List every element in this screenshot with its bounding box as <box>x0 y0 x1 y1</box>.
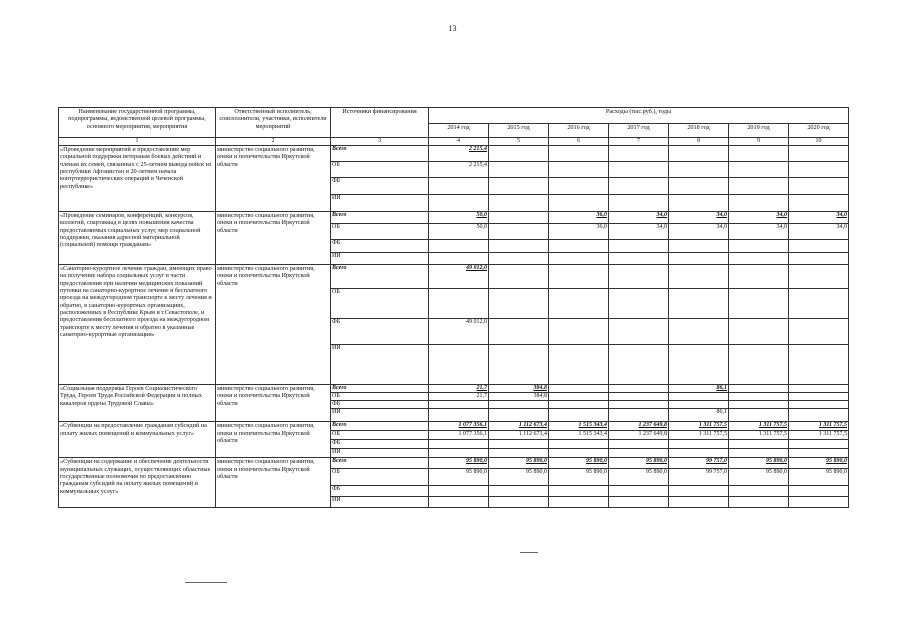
expense-value <box>789 401 849 409</box>
expense-value <box>669 240 729 253</box>
expense-value <box>789 393 849 401</box>
expense-value: 21,7 <box>429 393 489 401</box>
expense-value <box>729 265 789 289</box>
expense-value: 95 890,0 <box>549 469 609 486</box>
expense-value <box>549 345 609 385</box>
expense-value <box>609 401 669 409</box>
funding-source: ОБ <box>331 393 429 401</box>
expense-value <box>489 289 549 319</box>
expense-value: 1 311 757,5 <box>729 422 789 431</box>
expense-value: 1 311 757,5 <box>789 431 849 440</box>
expense-value <box>789 265 849 289</box>
column-number: 2 <box>216 138 331 146</box>
expense-value: 384,8 <box>489 385 549 393</box>
expense-value <box>729 178 789 195</box>
expense-value <box>549 146 609 162</box>
expense-value <box>549 409 609 422</box>
expense-value <box>729 195 789 212</box>
expense-value: 95 890,0 <box>429 458 489 469</box>
expense-value <box>549 265 609 289</box>
expense-value: 99 757,0 <box>669 458 729 469</box>
expense-value <box>609 345 669 385</box>
expense-value: 49 012,0 <box>429 265 489 289</box>
funding-source: ИИ <box>331 449 429 458</box>
expense-value <box>789 449 849 458</box>
responsible-executor: министерство социального развития, опеки и попечительства Иркутской области <box>216 146 331 212</box>
expense-value <box>489 401 549 409</box>
funding-source: ИИ <box>331 345 429 385</box>
expense-value <box>669 195 729 212</box>
expense-value <box>669 486 729 497</box>
scan-mark <box>185 582 227 583</box>
header-responsible: Ответственный исполнитель, соисполнители, участники, исполнители мероприятий <box>216 108 331 138</box>
expense-value <box>489 319 549 345</box>
expense-value: 1 112 673,4 <box>489 422 549 431</box>
table-row <box>59 265 849 289</box>
table-row <box>59 385 849 393</box>
table-row <box>59 458 849 469</box>
expense-value <box>729 162 789 178</box>
funding-source: Всего <box>331 385 429 393</box>
expense-value <box>489 146 549 162</box>
funding-source: Всего <box>331 265 429 289</box>
expense-value <box>549 440 609 449</box>
expense-value <box>669 289 729 319</box>
expense-value: 34,0 <box>669 212 729 224</box>
expense-value <box>789 385 849 393</box>
expense-value <box>549 385 609 393</box>
expense-value <box>729 289 789 319</box>
expense-value: 1 311 757,5 <box>669 422 729 431</box>
expense-value: 36,0 <box>549 224 609 240</box>
header-year: 2017 год <box>609 124 669 138</box>
header-source: Источники финансирования <box>331 108 429 138</box>
column-number: 7 <box>609 138 669 146</box>
expense-value <box>729 449 789 458</box>
expense-value <box>489 195 549 212</box>
expense-value <box>429 253 489 265</box>
page-number: 13 <box>448 24 457 33</box>
expense-value <box>549 486 609 497</box>
column-number: 6 <box>549 138 609 146</box>
expense-value <box>549 253 609 265</box>
funding-source: ИИ <box>331 497 429 508</box>
expense-value <box>609 253 669 265</box>
expense-value <box>669 178 729 195</box>
expense-value <box>669 345 729 385</box>
expense-value: 21,7 <box>429 385 489 393</box>
expense-value <box>429 486 489 497</box>
expense-value <box>429 409 489 422</box>
expense-value <box>429 440 489 449</box>
header-year: 2018 год <box>669 124 729 138</box>
expense-value <box>789 345 849 385</box>
expense-value <box>609 409 669 422</box>
expense-value: 2 215,4 <box>429 162 489 178</box>
funding-source: ФБ <box>331 240 429 253</box>
expense-value: 34,0 <box>789 212 849 224</box>
expense-value <box>669 162 729 178</box>
expense-value <box>789 253 849 265</box>
expense-value <box>489 497 549 508</box>
funding-source: ОБ <box>331 162 429 178</box>
measure-name: «Субвенции на содержание и обеспечение деятельности муниципальных служащих, осуществляющих областные государственные полномочия по предоставлению гражданам субсидий на оплату жилых помещений и коммунальных услуг» <box>59 458 216 508</box>
expense-value <box>789 178 849 195</box>
header-year: 2019 год <box>729 124 789 138</box>
expense-value <box>729 401 789 409</box>
expense-value <box>609 449 669 458</box>
table-row <box>59 422 849 431</box>
funding-source: ИИ <box>331 253 429 265</box>
expense-value <box>609 162 669 178</box>
expense-value <box>609 265 669 289</box>
funding-source: Всего <box>331 146 429 162</box>
funding-source: Всего <box>331 458 429 469</box>
expense-value <box>669 319 729 345</box>
expense-value <box>729 440 789 449</box>
funding-source: ОБ <box>331 431 429 440</box>
expense-value <box>669 393 729 401</box>
expense-value <box>789 497 849 508</box>
expense-value <box>789 486 849 497</box>
column-number: 8 <box>669 138 729 146</box>
responsible-executor: министерство социального развития, опеки и попечительства Иркутской области <box>216 385 331 422</box>
expense-value <box>429 289 489 319</box>
expense-value: 50,0 <box>429 212 489 224</box>
funding-source: ФБ <box>331 440 429 449</box>
expense-value <box>609 385 669 393</box>
column-number: 3 <box>331 138 429 146</box>
expense-value <box>789 146 849 162</box>
expense-value: 1 311 757,5 <box>789 422 849 431</box>
measure-name: «Санаторно-курортное лечение граждан, имеющих право на получение набора социальных услуг в части предоставления при наличии медицинских показаний путевки на санаторно-курортное лечение и бесплатного проезда на междугородном транспорте к месту лечения и обратно, в санаторно-курортных организациях, расположенных в Республике Крым и г.Севастополе, и предоставления бесплатного проезда на междугородном транспорте к месту лечения и обратно в указанные санаторно-курортные организации» <box>59 265 216 385</box>
expense-value <box>729 345 789 385</box>
expense-value <box>549 195 609 212</box>
expense-value: 1 237 649,8 <box>609 422 669 431</box>
expense-value: 1 515 343,4 <box>549 422 609 431</box>
expense-value: 1 311 757,5 <box>669 431 729 440</box>
expense-value: 95 890,0 <box>489 458 549 469</box>
measure-name: «Социальная поддержка Героев Социалистического Труда, Героев Труда Российской Федерации и полных кавалеров ордена Трудовой Славы» <box>59 385 216 422</box>
expense-value <box>609 178 669 195</box>
expense-value <box>429 449 489 458</box>
expense-value <box>609 319 669 345</box>
expense-value: 95 890,0 <box>549 458 609 469</box>
expense-value: 34,0 <box>669 224 729 240</box>
expense-value <box>549 449 609 458</box>
expense-value: 95 890,0 <box>789 458 849 469</box>
header-year: 2016 год <box>549 124 609 138</box>
expense-value <box>489 253 549 265</box>
expense-value <box>489 162 549 178</box>
funding-source: ОБ <box>331 289 429 319</box>
expense-value: 384,8 <box>489 393 549 401</box>
responsible-executor: министерство социального развития, опеки и попечительства Иркутской области <box>216 422 331 458</box>
expense-value <box>549 497 609 508</box>
expense-value <box>729 240 789 253</box>
expense-value <box>729 146 789 162</box>
expense-value: 34,0 <box>789 224 849 240</box>
funding-source: ОБ <box>331 224 429 240</box>
column-number: 5 <box>489 138 549 146</box>
expense-value <box>549 240 609 253</box>
expense-value <box>609 393 669 401</box>
expense-value <box>489 345 549 385</box>
expense-value <box>789 240 849 253</box>
expense-value <box>549 393 609 401</box>
header-year: 2020 год <box>789 124 849 138</box>
measure-name: «Проведение семинаров, конференций, конкурсов, коллегий, спартакиад в целях повышения качества предоставляемых социальных услуг, мер социальной поддержки, оказания адресной материальной (социальной) помощи гражданам» <box>59 212 216 265</box>
measure-name: «Субвенции на предоставление гражданам субсидий на оплату жилых помещений и коммунальных услуг» <box>59 422 216 458</box>
column-number: 9 <box>729 138 789 146</box>
funding-source: ФБ <box>331 401 429 409</box>
responsible-executor: министерство социального развития, опеки и попечительства Иркутской области <box>216 265 331 385</box>
expense-value <box>789 319 849 345</box>
expense-value <box>549 162 609 178</box>
expense-value: 1 112 673,4 <box>489 431 549 440</box>
expense-value: 1 237 649,8 <box>609 431 669 440</box>
funding-source: Всего <box>331 422 429 431</box>
expense-value: 95 890,0 <box>609 469 669 486</box>
funding-source: ОБ <box>331 469 429 486</box>
expense-value <box>429 240 489 253</box>
header-program: Наименование государственной программы, подпрограммы, ведомственной целевой программы, основного мероприятия, мероприятия <box>59 108 216 138</box>
expense-value <box>489 212 549 224</box>
expense-value <box>729 497 789 508</box>
expense-value: 36,0 <box>549 212 609 224</box>
expense-value <box>489 486 549 497</box>
responsible-executor: министерство социального развития, опеки и попечительства Иркутской области <box>216 458 331 508</box>
expense-value <box>789 440 849 449</box>
expense-value <box>669 497 729 508</box>
expense-value <box>669 440 729 449</box>
expense-value: 50,0 <box>429 224 489 240</box>
header-expenses: Расходы (тыс.руб.), годы <box>429 108 849 124</box>
expense-value <box>549 319 609 345</box>
scan-mark <box>520 552 538 553</box>
expense-value <box>609 440 669 449</box>
expense-value <box>429 401 489 409</box>
expense-value <box>789 409 849 422</box>
expense-value <box>729 385 789 393</box>
funding-source: ФБ <box>331 178 429 195</box>
expense-value <box>549 401 609 409</box>
expense-value: 34,0 <box>729 212 789 224</box>
table-row <box>59 212 849 224</box>
expense-value: 34,0 <box>609 224 669 240</box>
expense-value <box>609 497 669 508</box>
expense-value <box>669 265 729 289</box>
expense-value <box>729 319 789 345</box>
funding-source: Всего <box>331 212 429 224</box>
expense-value: 95 890,0 <box>489 469 549 486</box>
expense-value <box>729 486 789 497</box>
funding-source: ФБ <box>331 319 429 345</box>
expense-value <box>489 178 549 195</box>
expense-value <box>489 449 549 458</box>
expense-value: 86,1 <box>669 385 729 393</box>
expense-value <box>609 486 669 497</box>
header-year: 2014 год <box>429 124 489 138</box>
funding-source: ФБ <box>331 486 429 497</box>
header-year: 2015 год <box>489 124 549 138</box>
expense-value <box>669 146 729 162</box>
expense-value <box>729 393 789 401</box>
expense-value <box>609 195 669 212</box>
expense-value: 95 890,0 <box>609 458 669 469</box>
expense-value <box>549 178 609 195</box>
expense-value: 34,0 <box>729 224 789 240</box>
expense-value: 1 077 356,1 <box>429 422 489 431</box>
expense-value <box>609 146 669 162</box>
expense-value: 95 890,0 <box>429 469 489 486</box>
expense-value <box>729 409 789 422</box>
expense-value <box>789 162 849 178</box>
expense-value <box>669 449 729 458</box>
table-row <box>59 146 849 162</box>
budget-table <box>58 107 849 508</box>
column-number: 10 <box>789 138 849 146</box>
expense-value: 95 890,0 <box>729 469 789 486</box>
expense-value <box>789 289 849 319</box>
expense-value <box>789 195 849 212</box>
expense-value <box>429 195 489 212</box>
expense-value: 95 890,0 <box>789 469 849 486</box>
expense-value <box>429 345 489 385</box>
expense-value <box>609 289 669 319</box>
measure-name: «Проведение мероприятий и предоставление мер социальной поддержки ветеранам боевых действий и членам их семей, связанных с 25-летием вывода войск из республики Афганистан и 20-летием начала контртеррористических операций в Чеченской республике» <box>59 146 216 212</box>
expense-value: 49 012,0 <box>429 319 489 345</box>
expense-value: 99 757,0 <box>669 469 729 486</box>
column-number: 1 <box>59 138 216 146</box>
expense-value <box>489 224 549 240</box>
expense-value: 1 311 757,5 <box>729 431 789 440</box>
expense-value: 95 890,0 <box>729 458 789 469</box>
expense-value <box>429 178 489 195</box>
expense-value <box>489 409 549 422</box>
expense-value: 1 515 343,4 <box>549 431 609 440</box>
expense-value: 2 215,4 <box>429 146 489 162</box>
column-number: 4 <box>429 138 489 146</box>
expense-value <box>429 497 489 508</box>
expense-value <box>489 240 549 253</box>
expense-value <box>729 253 789 265</box>
expense-value: 34,0 <box>609 212 669 224</box>
expense-value: 1 077 356,1 <box>429 431 489 440</box>
responsible-executor: министерство социального развития, опеки и попечительства Иркутской области <box>216 212 331 265</box>
expense-value <box>549 289 609 319</box>
expense-value <box>669 253 729 265</box>
expense-value <box>489 440 549 449</box>
expense-value: 86,1 <box>669 409 729 422</box>
funding-source: ИИ <box>331 409 429 422</box>
funding-source: ИИ <box>331 195 429 212</box>
expense-value <box>669 401 729 409</box>
expense-value <box>609 240 669 253</box>
expense-value <box>489 265 549 289</box>
